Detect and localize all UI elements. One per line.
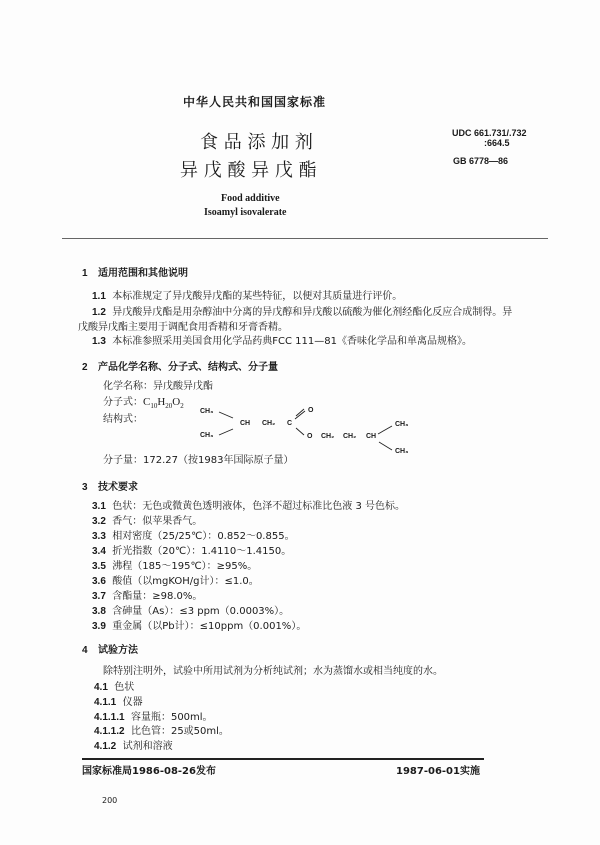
molecular-weight: 分子量：172.27（按1983年国际原子量） [103, 455, 294, 466]
chem-ch3: CH₃ [395, 448, 409, 455]
footer-divider [82, 758, 484, 760]
clause-1-2-cont: 戊酸异戊酯主要用于调配食用香精和牙膏香精。 [78, 322, 288, 333]
chem-ch3: CH₃ [200, 408, 214, 415]
requirement-3-7: 3.7 含酯量：≥98.0%。 [92, 591, 203, 602]
chem-ch2: CH₂ [321, 433, 335, 440]
requirement-3-4: 3.4 折光指数（20℃）：1.4110～1.4150。 [92, 546, 292, 557]
udc-code-2: :664.5 [484, 138, 510, 148]
section-1-heading: 1 适用范围和其他说明 [82, 268, 189, 279]
title-line-1: 食 品 添 加 剂 [200, 132, 313, 153]
english-title-2: Isoamyl isovalerate [204, 207, 287, 218]
clause-4-1-2: 4.1.2 试剂和溶液 [94, 741, 173, 752]
issue-date: 国家标准局1986-08-26发布 [82, 766, 216, 777]
chem-ch: CH [366, 433, 377, 440]
clause-4-1-1-1: 4.1.1.1 容量瓶：500ml。 [94, 712, 213, 723]
chem-ch2: CH₂ [343, 433, 357, 440]
section-3-heading: 3 技术要求 [82, 482, 139, 493]
page-number: 200 [102, 796, 118, 805]
section-2-heading: 2 产品化学名称、分子式、结构式、分子量 [82, 362, 279, 373]
chem-o: O [307, 433, 313, 440]
chem-o: O [308, 407, 314, 414]
requirement-3-3: 3.3 相对密度（25/25℃）：0.852～0.855。 [92, 531, 295, 542]
clause-4-1-1: 4.1.1 仪器 [94, 697, 143, 708]
chem-ch2: CH₂ [262, 420, 276, 427]
clause-1-3: 1.3 本标准参照采用美国食用化学品药典FCC 111—81《香味化学品和单离品规格》。 [92, 336, 472, 347]
requirement-3-8: 3.8 含砷量（As）：≤3 ppm（0.0003%）。 [92, 606, 290, 617]
effective-date: 1987-06-01实施 [396, 766, 480, 777]
chem-ch3: CH₃ [395, 421, 409, 428]
requirement-3-1: 3.1 色状：无色或微黄色透明液体，色泽不超过标准比色液 3 号色标。 [92, 501, 405, 512]
national-standard-heading: 中华人民共和国国家标准 [183, 95, 327, 109]
requirement-3-5: 3.5 沸程（185～195℃）：≥95%。 [92, 561, 258, 572]
requirement-3-2: 3.2 香气：似苹果香气。 [92, 516, 203, 527]
molecular-formula: 分子式：$C_{10}H_{20}O_2$ [103, 396, 184, 411]
chem-ch: CH [240, 420, 251, 427]
chemical-name: 化学名称：异戊酸异戊酯 [103, 381, 213, 392]
requirement-3-6: 3.6 酸值（以mgKOH/g计）：≤1.0。 [92, 576, 259, 587]
clause-4-1-1-2: 4.1.1.2 比色管：25或50ml。 [94, 726, 229, 737]
english-title-1: Food additive [221, 193, 280, 204]
clause-1-1: 1.1 本标准规定了异戊酸异戊酯的某些特征，以便对其质量进行评价。 [92, 291, 403, 302]
gb-number: GB 6778—86 [453, 156, 509, 166]
clause-4-1: 4.1 色状 [94, 682, 135, 693]
chem-ch3: CH₃ [200, 432, 214, 439]
structure-label: 结构式： [103, 414, 143, 425]
title-line-2: 异 戊 酸 异 戊 酯 [180, 160, 317, 181]
section-4-heading: 4 试验方法 [82, 645, 139, 656]
requirement-3-9: 3.9 重金属（以Pb计）：≤10ppm（0.001%）。 [92, 621, 307, 632]
clause-1-2: 1.2 异戊酸异戊酯是用杂醇油中分离的异戊醇和异戊酸以硫酸为催化剂经酯化反应合成制得。异 [92, 307, 513, 318]
chem-c: C [287, 420, 293, 427]
test-method-intro: 除特别注明外，试验中所用试剂为分析纯试剂；水为蒸馏水或相当纯度的水。 [103, 666, 443, 677]
udc-code: UDC 661.731/.732 [452, 128, 527, 138]
